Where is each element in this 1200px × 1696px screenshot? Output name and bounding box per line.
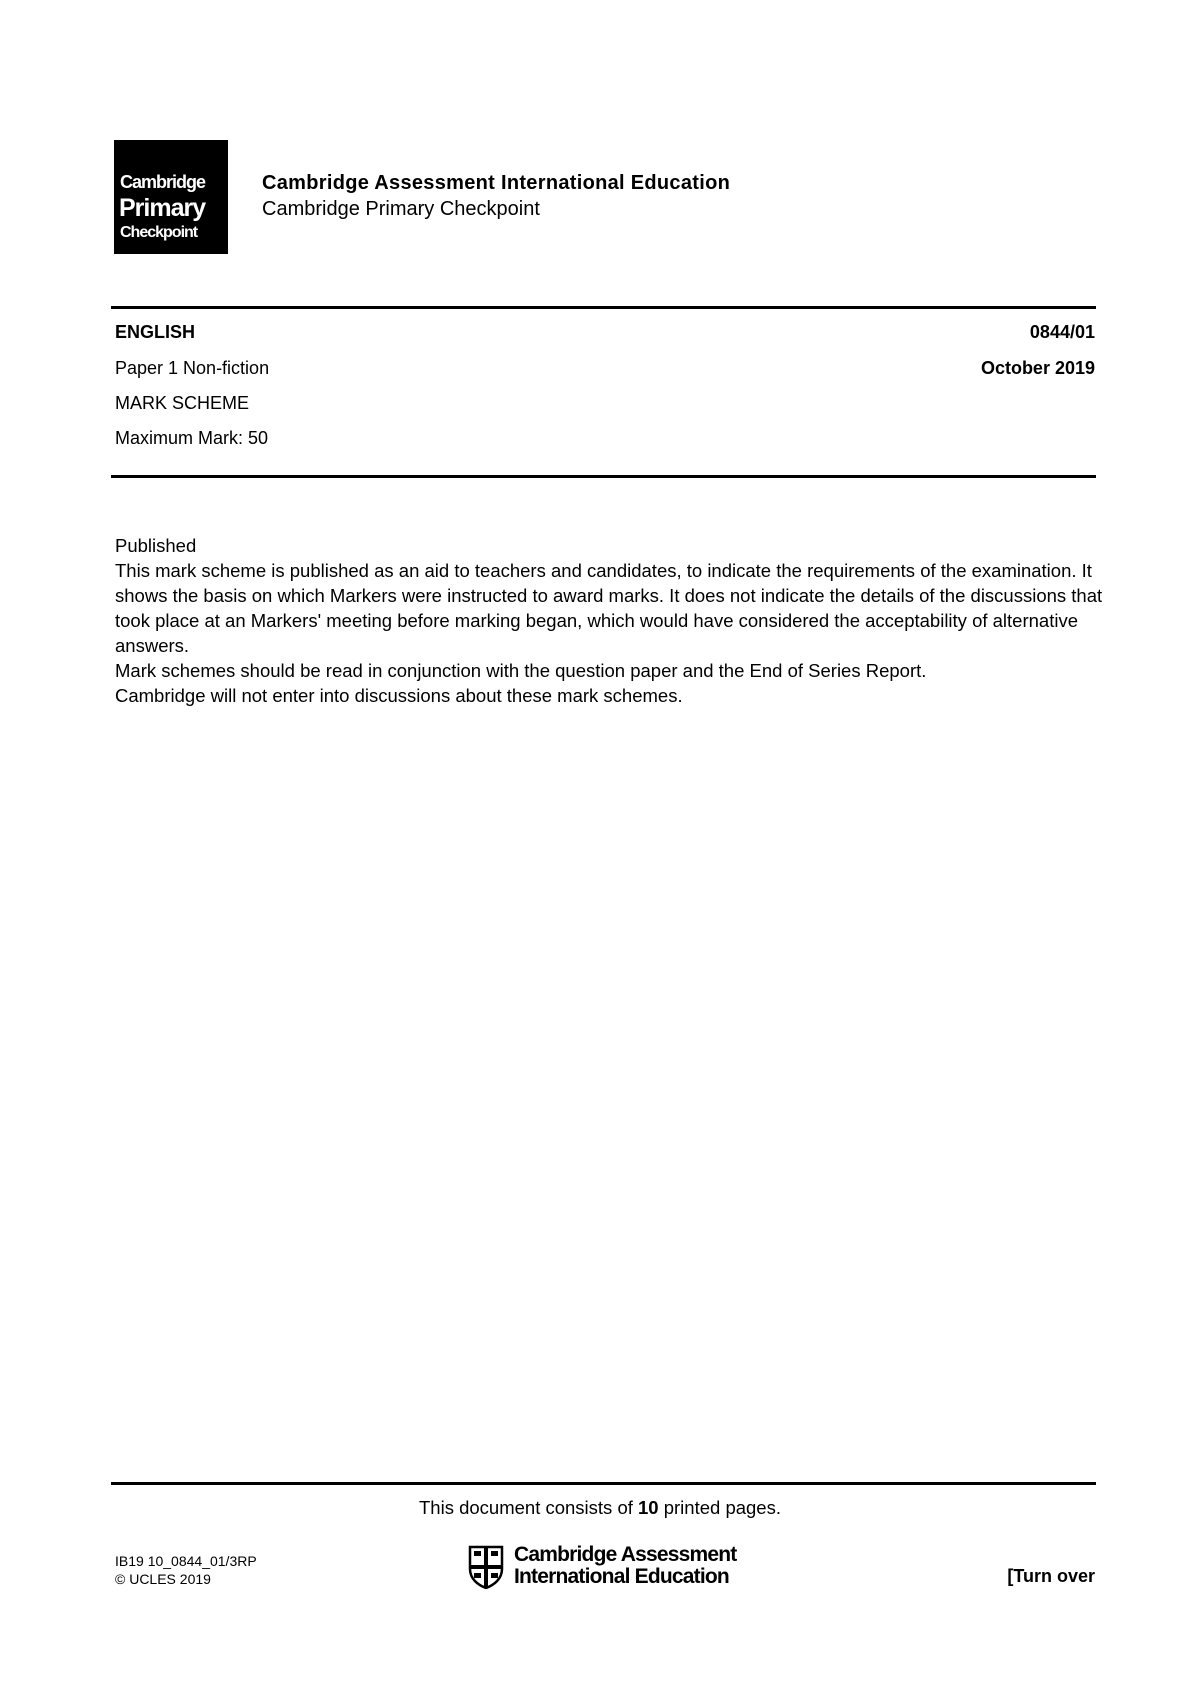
header-bottom-rule [111,475,1096,478]
page-count-note [0,1497,1200,1519]
logo-line-1: Cambridge [120,172,206,192]
document-reference [115,1552,257,1588]
turn-over-label: [Turn over [1007,1566,1095,1586]
subject-label: ENGLISH [115,322,196,342]
notice-paragraph-1: This mark scheme is published as an aid to teachers and candidates, to indicate the requirements of the examination. It shows the basis on which Markers were instructed to award marks. It does not indicate the details of the discussions that took place at an Markers' meeting before marking began, which would have considered the acceptability of alternative answers. [115,560,1103,656]
org-subtitle: Cambridge Primary Checkpoint [262,198,540,220]
notice-heading: Published [115,535,197,556]
copyright-notice: © UCLES 2019 [115,1571,211,1587]
footer-rule [111,1482,1096,1485]
cambridge-primary-checkpoint-logo [114,140,228,254]
org-title: Cambridge Assessment International Education [262,172,731,194]
page-count-number: 10 [638,1497,659,1518]
document-type: MARK SCHEME [115,393,250,413]
notice-paragraph-2: Mark schemes should be read in conjunction with the question paper and the End of Series Report. [115,660,927,681]
shield-icon [468,1545,504,1589]
reference-code: IB19 10_0844_01/3RP [115,1553,257,1569]
logo-line-3: Checkpoint [120,224,198,241]
exam-session: October 2019 [980,358,1095,378]
page-count-prefix: This document consists of [419,1497,639,1518]
maximum-mark: Maximum Mark: 50 [115,428,269,448]
paper-name: Paper 1 Non-fiction [115,358,270,378]
publication-notice [115,533,1105,708]
logo-line-2: Primary [119,194,206,222]
brand-line-1: Cambridge Assessment [514,1543,737,1566]
brand-line-2: International Education [514,1565,729,1588]
top-rule [111,306,1096,309]
notice-paragraph-3: Cambridge will not enter into discussions about these mark schemes. [115,685,683,706]
cambridge-assessment-logo [468,1543,748,1591]
paper-code: 0844/01 [1029,322,1095,342]
page-count-suffix: printed pages. [658,1497,781,1518]
